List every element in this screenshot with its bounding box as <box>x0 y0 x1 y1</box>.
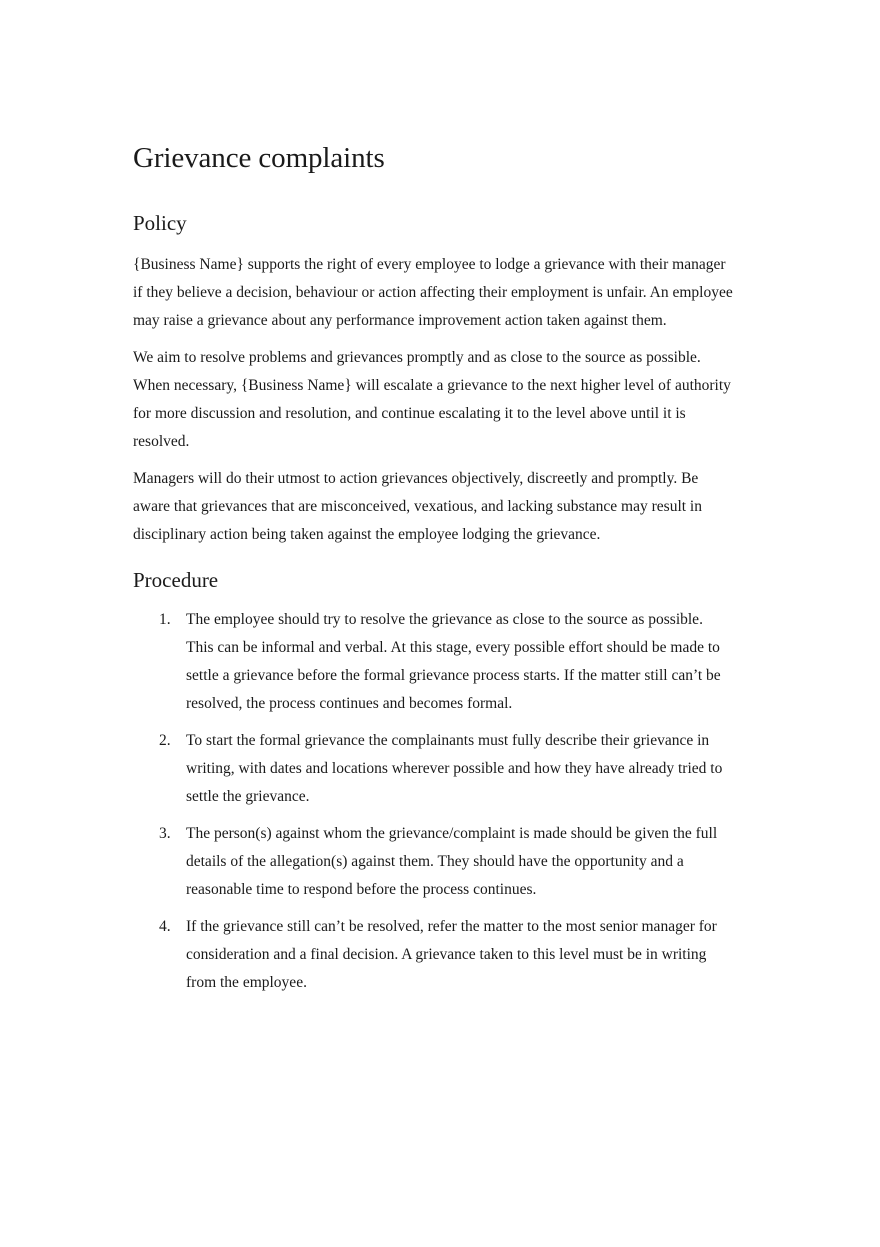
step-text: To start the formal grievance the complainants must fully describe their grievance in writing, with dates and locations wherever possible and how they have already tried to settle the grievance. <box>186 732 723 805</box>
step-text: If the grievance still can’t be resolved, refer the matter to the most senior manager for consideration and a final decision. A grievance taken to this level must be in writing from the employee. <box>186 918 717 991</box>
procedure-step-2 <box>133 727 733 811</box>
step-number: 2. <box>159 732 171 749</box>
procedure-steps-list <box>133 606 733 997</box>
step-text: The employee should try to resolve the grievance as close to the source as possible. This can be informal and verbal. At this stage, every possible effort should be made to settle a grievance before the formal grievance process starts. If the matter still can’t be resolved, the process continues and becomes formal. <box>186 611 721 712</box>
document-page <box>133 139 733 1006</box>
policy-paragraph-3: Managers will do their utmost to action grievances objectively, discreetly and promptly. Be aware that grievances that are misconceived, vexatious, and lacking substance may result in disciplinary action being taken against the employee lodging the grievance. <box>133 470 702 543</box>
procedure-step-3 <box>133 820 733 904</box>
policy-heading: Policy <box>133 211 187 235</box>
step-number: 3. <box>159 825 171 842</box>
policy-paragraph-1: {Business Name} supports the right of every employee to lodge a grievance with their manager if they believe a decision, behaviour or action affecting their employment is unfair. An employee may raise a grievance about any performance improvement action taken against them. <box>133 256 733 329</box>
page-title: Grievance complaints <box>133 142 385 174</box>
step-text: The person(s) against whom the grievance/complaint is made should be given the full details of the allegation(s) against them. They should have the opportunity and a reasonable time to respond before the process continues. <box>186 825 718 898</box>
step-number: 1. <box>159 611 171 628</box>
step-number: 4. <box>159 918 171 935</box>
policy-paragraph-2: We aim to resolve problems and grievances promptly and as close to the source as possible. When necessary, {Business Name} will escalate a grievance to the next higher level of authority for more discussion and resolution, and continue escalating it to the level above until it is resolved. <box>133 349 731 450</box>
procedure-step-4 <box>133 913 733 997</box>
procedure-heading: Procedure <box>133 568 219 592</box>
procedure-step-1 <box>133 606 733 718</box>
